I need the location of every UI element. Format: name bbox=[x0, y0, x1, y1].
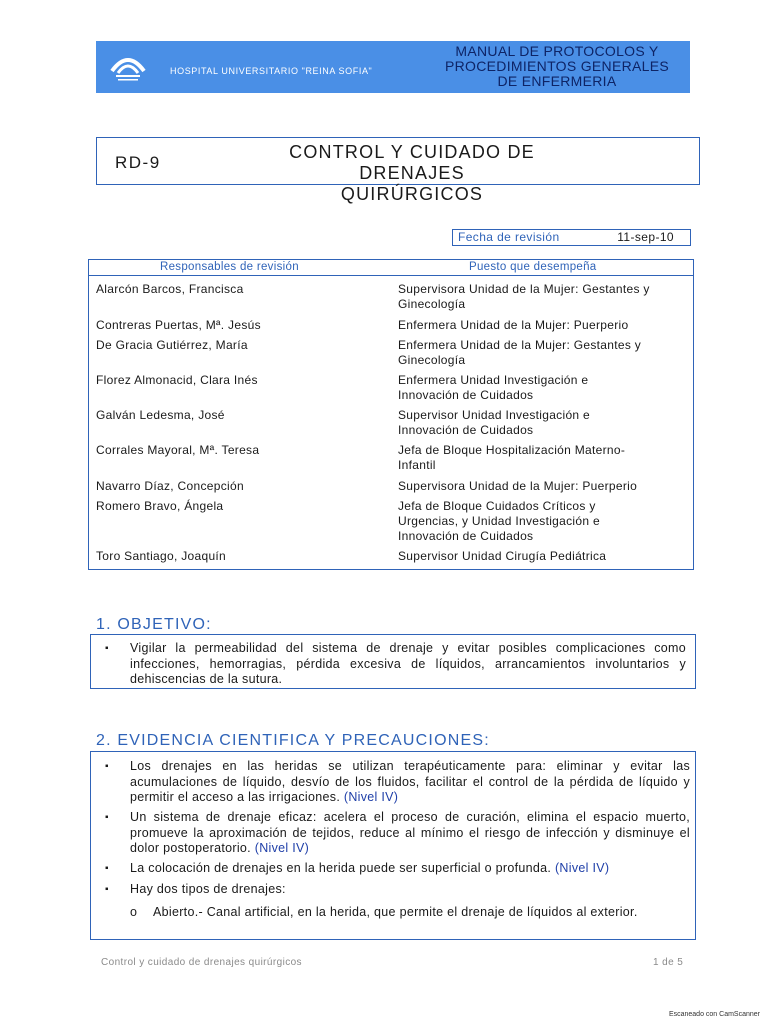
role-line: Supervisor Unidad Cirugía Pediátrica bbox=[398, 549, 607, 563]
list-item-text: Los drenajes en las heridas se utilizan terapéuticamente para: eliminar y evitar las acumulaciones de líquido, desvío de los fluidos, facilitar el control de la pérdida de líquido y permitir el acceso a las irrigaciones. bbox=[130, 759, 690, 804]
header-divider bbox=[89, 275, 693, 276]
table-row-name: Navarro Díaz, Concepción bbox=[96, 479, 244, 493]
list-item bbox=[130, 882, 690, 898]
document-title-line: QUIRÚRGICOS bbox=[340, 184, 484, 204]
bullet-icon: ▪ bbox=[105, 863, 109, 874]
column-header-puesto: Puesto que desempeña bbox=[469, 261, 597, 273]
role-line: Enfermera Unidad Investigación e bbox=[398, 373, 589, 387]
list-item bbox=[130, 861, 690, 877]
manual-title-line: DE ENFERMERIA bbox=[497, 73, 617, 89]
list-item: Vigilar la permeabilidad del sistema de drenaje y evitar posibles complicaciones como infecciones, hemorragias, pérdida excesiva de líquidos, arrancamientos involuntarios y dehiscencias de la sutura. bbox=[130, 641, 686, 686]
table-row-role bbox=[398, 338, 690, 368]
list-item-text: Un sistema de drenaje eficaz: acelera el proceso de curación, elimina el espacio muerto, promueve la aproximación de tejidos, reduce al mínimo el riesgo de infección y disminuye el dolor postoperatorio. bbox=[130, 810, 690, 855]
revision-date-value: 11-sep-10 bbox=[617, 230, 674, 244]
junta-de-andalucia-logo-icon bbox=[104, 47, 152, 85]
manual-title bbox=[426, 44, 688, 89]
role-line: Jefa de Bloque Hospitalización Materno- bbox=[398, 443, 626, 457]
revision-date-label: Fecha de revisión bbox=[458, 230, 560, 244]
table-row-role bbox=[398, 318, 690, 333]
role-line: Enfermera Unidad de la Mujer: Puerperio bbox=[398, 318, 629, 332]
list-item bbox=[130, 810, 690, 857]
table-row-name: De Gracia Gutiérrez, María bbox=[96, 338, 248, 352]
list-item-text: La colocación de drenajes en la herida puede ser superficial o profunda. bbox=[130, 861, 552, 875]
table-row-role bbox=[398, 499, 690, 544]
section-title-evidencia: 2. EVIDENCIA CIENTIFICA Y PRECAUCIONES: bbox=[96, 732, 490, 749]
bullet-icon: ▪ bbox=[105, 884, 109, 895]
table-row-name: Alarcón Barcos, Francisca bbox=[96, 282, 244, 296]
table-row-role bbox=[398, 373, 690, 403]
column-header-responsables: Responsables de revisión bbox=[160, 261, 299, 273]
role-line: Supervisor Unidad Investigación e bbox=[398, 408, 591, 422]
list-item bbox=[130, 759, 690, 806]
table-row-role bbox=[398, 282, 690, 312]
role-line: Infantil bbox=[398, 458, 436, 472]
table-row-name: Florez Almonacid, Clara Inés bbox=[96, 373, 258, 387]
manual-title-line: PROCEDIMIENTOS GENERALES bbox=[445, 58, 669, 74]
document-title-line: CONTROL Y CUIDADO DE DRENAJES bbox=[289, 142, 535, 183]
role-line: Innovación de Cuidados bbox=[398, 423, 534, 437]
table-row-name: Corrales Mayoral, Mª. Teresa bbox=[96, 443, 260, 457]
document-title bbox=[247, 142, 577, 205]
list-item-text: Hay dos tipos de drenajes: bbox=[130, 882, 286, 896]
table-row-name: Galván Ledesma, José bbox=[96, 408, 225, 422]
document-title-box bbox=[96, 137, 700, 204]
table-row-role bbox=[398, 408, 690, 438]
bullet-icon: ▪ bbox=[105, 643, 109, 654]
table-row-role bbox=[398, 549, 690, 564]
page-number: 1 de 5 bbox=[653, 957, 684, 968]
section-box-objetivo bbox=[90, 634, 696, 689]
footer-title: Control y cuidado de drenajes quirúrgicos bbox=[101, 957, 302, 968]
role-line: Ginecología bbox=[398, 353, 466, 367]
revision-date-box bbox=[452, 229, 691, 246]
role-line: Innovación de Cuidados bbox=[398, 529, 534, 543]
role-line: Jefa de Bloque Cuidados Críticos y bbox=[398, 499, 596, 513]
role-line: Supervisora Unidad de la Mujer: Puerperio bbox=[398, 479, 638, 493]
role-line: Supervisora Unidad de la Mujer: Gestantes y bbox=[398, 282, 650, 296]
hospital-name: HOSPITAL UNIVERSITARIO "REINA SOFIA" bbox=[170, 66, 373, 76]
table-row-role bbox=[398, 443, 690, 473]
scanner-watermark: Escaneado con CamScanner bbox=[668, 1011, 760, 1018]
bullet-icon: ▪ bbox=[105, 761, 109, 772]
section-title-objetivo: 1. OBJETIVO: bbox=[96, 616, 212, 633]
table-row-role bbox=[398, 479, 690, 494]
table-row-name: Romero Bravo, Ángela bbox=[96, 499, 224, 513]
evidence-level: (Nivel IV) bbox=[343, 790, 399, 804]
evidence-level: (Nivel IV) bbox=[554, 861, 610, 875]
section-box-evidencia bbox=[90, 751, 696, 940]
role-line: Ginecología bbox=[398, 297, 466, 311]
role-line: Innovación de Cuidados bbox=[398, 388, 534, 402]
sub-bullet-marker: o bbox=[130, 905, 138, 919]
sub-list-item: Abierto.- Canal artificial, en la herida, que permite el drenaje de líquidos al exterior. bbox=[153, 905, 638, 919]
bullet-icon: ▪ bbox=[105, 812, 109, 823]
header-banner bbox=[96, 41, 690, 93]
role-line: Enfermera Unidad de la Mujer: Gestantes y bbox=[398, 338, 642, 352]
revision-table bbox=[88, 259, 694, 570]
document-code: RD-9 bbox=[115, 153, 161, 172]
manual-title-line: MANUAL DE PROTOCOLOS Y bbox=[455, 43, 659, 59]
table-row-name: Contreras Puertas, Mª. Jesús bbox=[96, 318, 261, 332]
evidence-level: (Nivel IV) bbox=[254, 841, 310, 855]
role-line: Urgencias, y Unidad Investigación e bbox=[398, 514, 600, 528]
table-row-name: Toro Santiago, Joaquín bbox=[96, 549, 227, 563]
